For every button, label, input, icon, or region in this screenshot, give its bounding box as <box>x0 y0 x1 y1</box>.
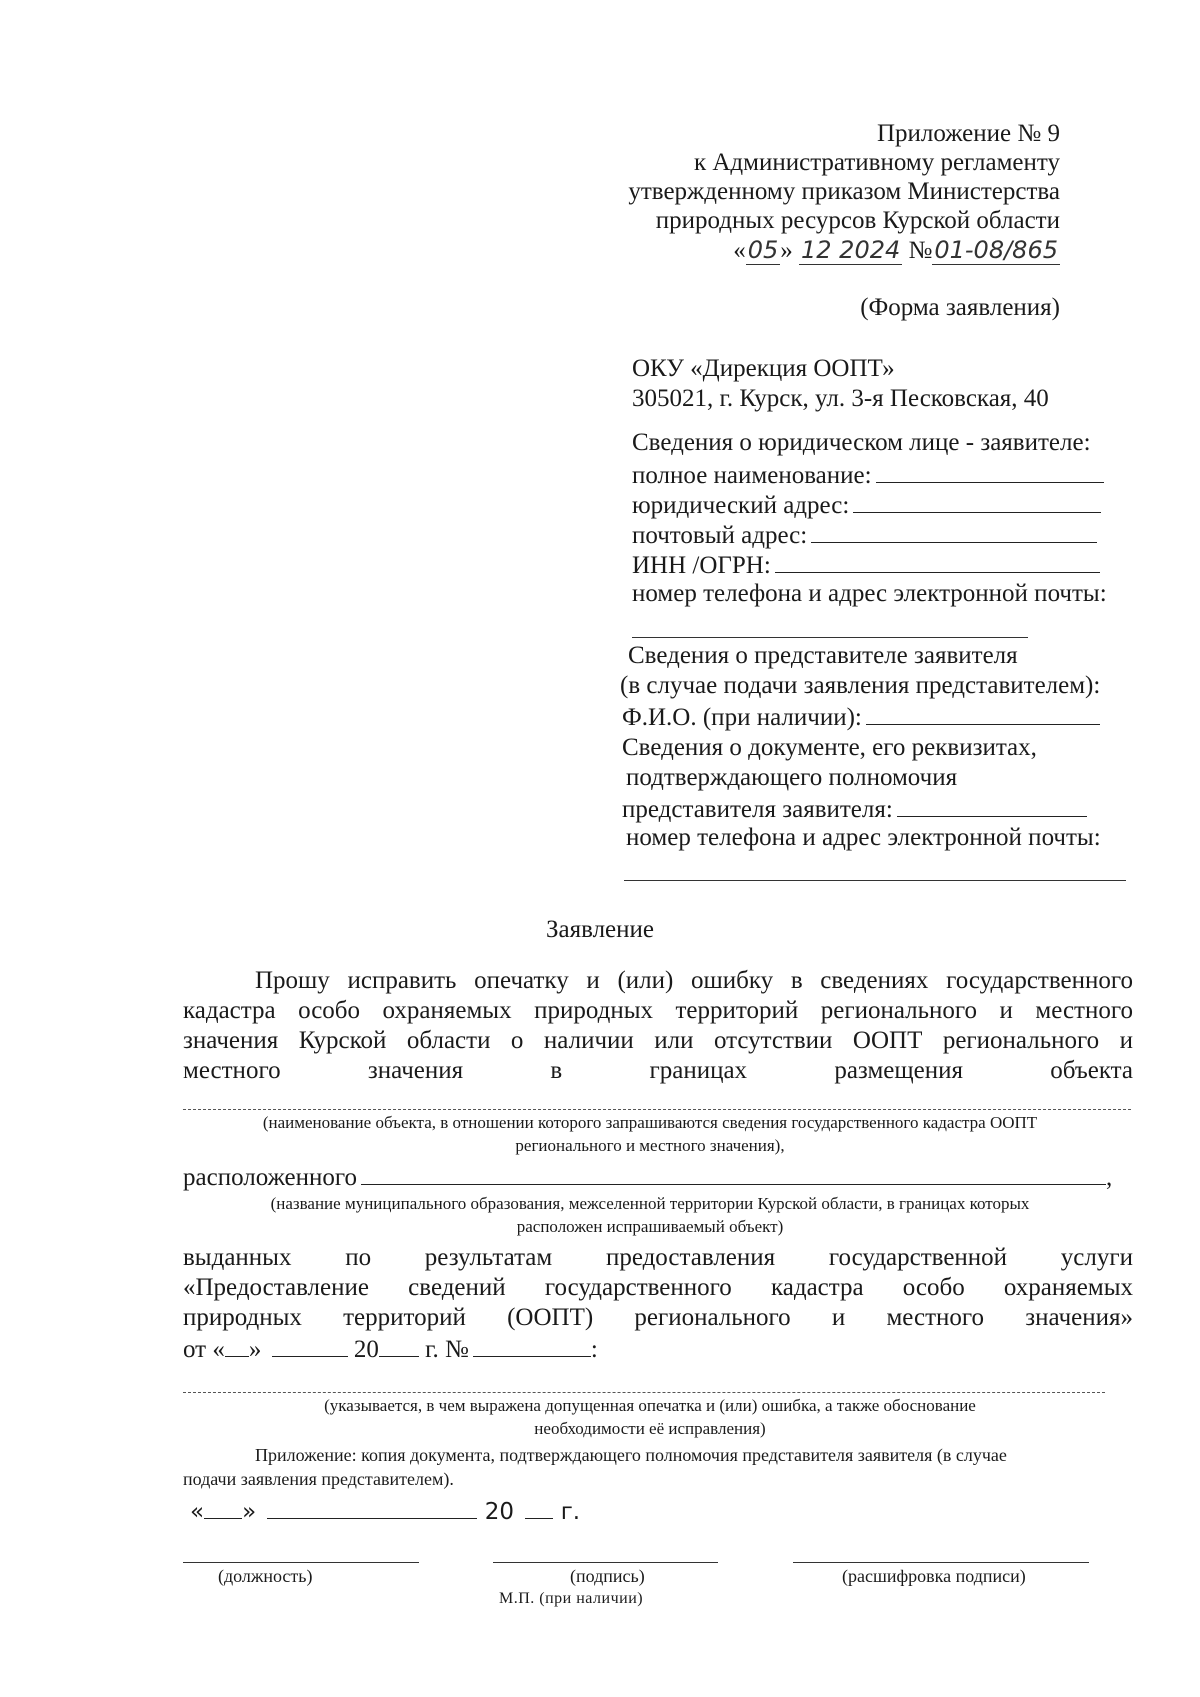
footer-year-g: г. <box>560 1499 581 1525</box>
body-line-1: Прошу исправить опечатку и (или) ошибку в сведениях государственного <box>255 967 1133 994</box>
legal-address-blank <box>853 490 1101 513</box>
hint-municipality-line2: расположен испрашиваемый объект) <box>516 1217 784 1236</box>
body-line-6: «Предоставление сведений государственного кадастра особо охраняемых <box>183 1274 1133 1301</box>
document-title: Заявление <box>545 916 655 943</box>
rep-doc-line3-label: представителя заявителя: <box>622 796 893 823</box>
from-year-blank <box>379 1334 419 1357</box>
hint-error-line2: необходимости её исправления) <box>534 1419 766 1438</box>
decoding-line <box>793 1562 1089 1563</box>
rep-doc-line3-row <box>622 794 1087 824</box>
footer-year-20: 20 <box>484 1499 515 1525</box>
hint-error-line1: (указывается, в чем выражена допущенная опечатка и (или) ошибка, а также обоснование <box>324 1396 976 1415</box>
date-close-quote: » <box>780 237 793 264</box>
appendix-number: Приложение № 9 <box>876 120 1060 147</box>
attachment-line2: подачи заявления представителем). <box>183 1469 454 1489</box>
footer-date-row <box>190 1496 580 1525</box>
body-line-7: природных территорий (ООПТ) регионального и местного значения» <box>183 1304 1133 1331</box>
body-line-3: значения Курской области о наличии или отсутствии ООПТ регионального и <box>183 1027 1133 1054</box>
full-name-blank <box>876 460 1104 483</box>
applicant-postal-address-row <box>632 520 1097 550</box>
from-colon: : <box>590 1336 598 1363</box>
addressee-address: 305021, г. Курск, ул. 3-я Песковская, 40 <box>632 385 1049 412</box>
order-number: 01-08/865 <box>934 236 1058 264</box>
hint-municipality-line1: (название муниципального образования, межселенной территории Курской области, в границах которых <box>270 1194 1030 1213</box>
applicant-inn-row <box>632 550 1100 580</box>
signature-label: (подпись) <box>570 1566 645 1586</box>
applicant-inn-label: ИНН /ОГРН: <box>632 552 771 579</box>
applicant-heading: Сведения о юридическом лице - заявителе: <box>632 429 1091 456</box>
from-month-blank <box>272 1334 348 1357</box>
applicant-phone-blank <box>632 637 1028 638</box>
stamp-label: М.П. (при наличии) <box>499 1590 644 1607</box>
error-description-blank <box>183 1392 1105 1393</box>
rep-doc-line2: подтверждающего полномочия <box>626 764 958 791</box>
footer-year-blank <box>525 1496 553 1519</box>
rep-heading: Сведения о представителе заявителя <box>628 642 1018 669</box>
position-label: (должность) <box>218 1566 313 1586</box>
date-month-year: 12 2024 <box>801 236 901 264</box>
located-row <box>183 1162 1112 1192</box>
addressee-org: ОКУ «Дирекция ООПТ» <box>632 355 895 382</box>
applicant-phone-email: номер телефона и адрес электронной почты: <box>632 580 1107 607</box>
attachment-line1: Приложение: копия документа, подтверждающего полномочия представителя заявителя (в случае <box>255 1445 1007 1465</box>
from-day-blank <box>225 1334 249 1357</box>
applicant-legal-address-label: юридический адрес: <box>632 492 850 519</box>
from-year-g-number: г. № <box>425 1336 469 1363</box>
footer-close-quote: » <box>242 1499 257 1525</box>
footer-day-blank <box>204 1496 242 1519</box>
date-open-quote: « <box>733 237 746 264</box>
date-day: 05 <box>747 236 779 264</box>
object-name-blank <box>183 1109 1131 1110</box>
rep-phone-email: номер телефона и адрес электронной почты: <box>626 824 1101 851</box>
decoding-label: (расшифровка подписи) <box>842 1566 1026 1586</box>
hint-object-line1: (наименование объекта, в отношении которого запрашиваются сведения государственного кадастра ООПТ <box>262 1113 1038 1132</box>
inn-blank <box>775 550 1100 573</box>
from-year-20: 20 <box>353 1336 379 1363</box>
body-line-5: выданных по результатам предоставления государственной услуги <box>183 1244 1133 1271</box>
applicant-postal-address-label: почтовый адрес: <box>632 522 808 549</box>
appendix-order: утвержденному приказом Министерства <box>628 178 1060 205</box>
number-sign: № <box>908 237 933 264</box>
applicant-full-name-label: полное наименование: <box>632 462 872 489</box>
form-note: (Форма заявления) <box>860 294 1060 321</box>
from-number-blank <box>473 1334 591 1357</box>
appendix-reference: к Административному регламенту <box>693 149 1060 176</box>
applicant-legal-address-row <box>632 490 1101 520</box>
signature-line <box>493 1562 718 1563</box>
postal-address-blank <box>811 520 1097 543</box>
rep-fio-row <box>622 702 1100 732</box>
located-blank <box>361 1162 1106 1185</box>
rep-doc-line1: Сведения о документе, его реквизитах, <box>622 734 1037 761</box>
applicant-full-name-row <box>632 460 1104 490</box>
from-close-quote: » <box>248 1336 262 1363</box>
issued-date-row <box>183 1334 598 1364</box>
appendix-ministry: природных ресурсов Курской области <box>655 207 1060 234</box>
order-date-number <box>733 236 1060 265</box>
from-label: от « <box>183 1336 225 1363</box>
rep-fio-blank <box>866 702 1100 725</box>
rep-doc-blank <box>897 794 1087 817</box>
footer-open-quote: « <box>190 1499 205 1525</box>
rep-condition: (в случае подачи заявления представителем): <box>620 672 1101 699</box>
located-label: расположенного <box>183 1164 358 1191</box>
body-line-4: местного значения в границах размещения объекта <box>183 1057 1133 1084</box>
rep-fio-label: Ф.И.О. (при наличии): <box>622 704 862 731</box>
footer-month-blank <box>267 1496 477 1519</box>
body-line-2: кадастра особо охраняемых природных территорий регионального и местного <box>183 997 1133 1024</box>
rep-phone-blank <box>624 880 1126 881</box>
located-comma: , <box>1106 1164 1113 1191</box>
position-line <box>183 1562 419 1563</box>
hint-object-line2: регионального и местного значения), <box>515 1136 785 1155</box>
